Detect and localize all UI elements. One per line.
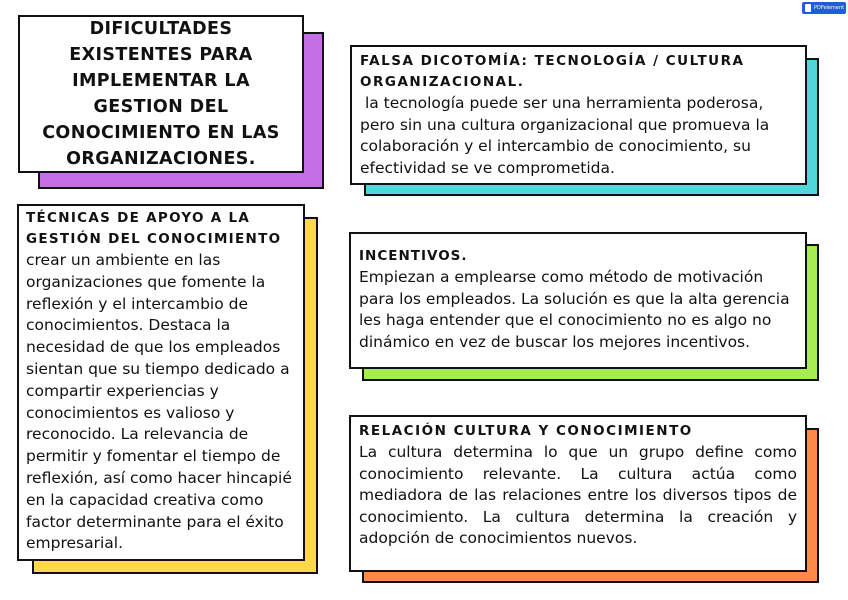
pdfelement-badge [802, 2, 846, 14]
tecnicas-card-box [17, 204, 305, 561]
incentivos-heading: INCENTIVOS. [359, 248, 468, 264]
falsa-card-box [350, 45, 807, 185]
relacion-body: La cultura determina lo que un grupo define como conocimiento relevante. La cultura actúa como mediadora de las relaciones entre los diversos tipos de conocimiento. La cultura determina la creación y adopción de conocimientos nuevos. [359, 443, 797, 547]
falsa-body: la tecnología puede ser una herramienta poderosa, pero sin una cultura organizacional que promueva la colaboración y el intercambio de conocimiento, su efectividad se ve comprometida. [360, 94, 775, 177]
incentivos-body: Empiezan a emplearse como método de motivación para los empleados. La solución es que la alta gerencia les haga entender que el conocimiento no es algo no dinámico en vez de buscar los mejores incentivos. [359, 268, 790, 351]
title-card-box [18, 15, 304, 173]
incentivos-card-box [349, 232, 807, 369]
tecnicas-body: crear un ambiente en las organizaciones que fomente la reflexión y el intercambio de conocimientos. Destaca la necesidad de que los empleados sientan que su tiempo dedicado a compartir experiencias y conocimientos es valioso y reconocido. La relevancia de permitir y fomentar el tiempo de reflexión, así como hacer hincapié en la capacidad creativa como factor determinante para el éxito empresarial. [26, 251, 292, 553]
main-title: DIFICULTADES EXISTENTES PARA IMPLEMENTAR LA GESTION DEL CONOCIMIENTO EN LAS ORGANIZACIONES. [42, 19, 280, 169]
relacion-card-box [349, 415, 807, 572]
relacion-heading: RELACIÓN CULTURA Y CONOCIMIENTO [359, 423, 693, 439]
tecnicas-heading: TÉCNICAS DE APOYO A LA GESTIÓN DEL CONOCIMIENTO [26, 210, 282, 247]
falsa-heading: FALSA DICOTOMÍA: TECNOLOGÍA / CULTURA ORGANIZACIONAL. [360, 53, 745, 90]
badge-label: PDFelement [814, 5, 845, 11]
pdf-logo-icon [805, 4, 811, 12]
